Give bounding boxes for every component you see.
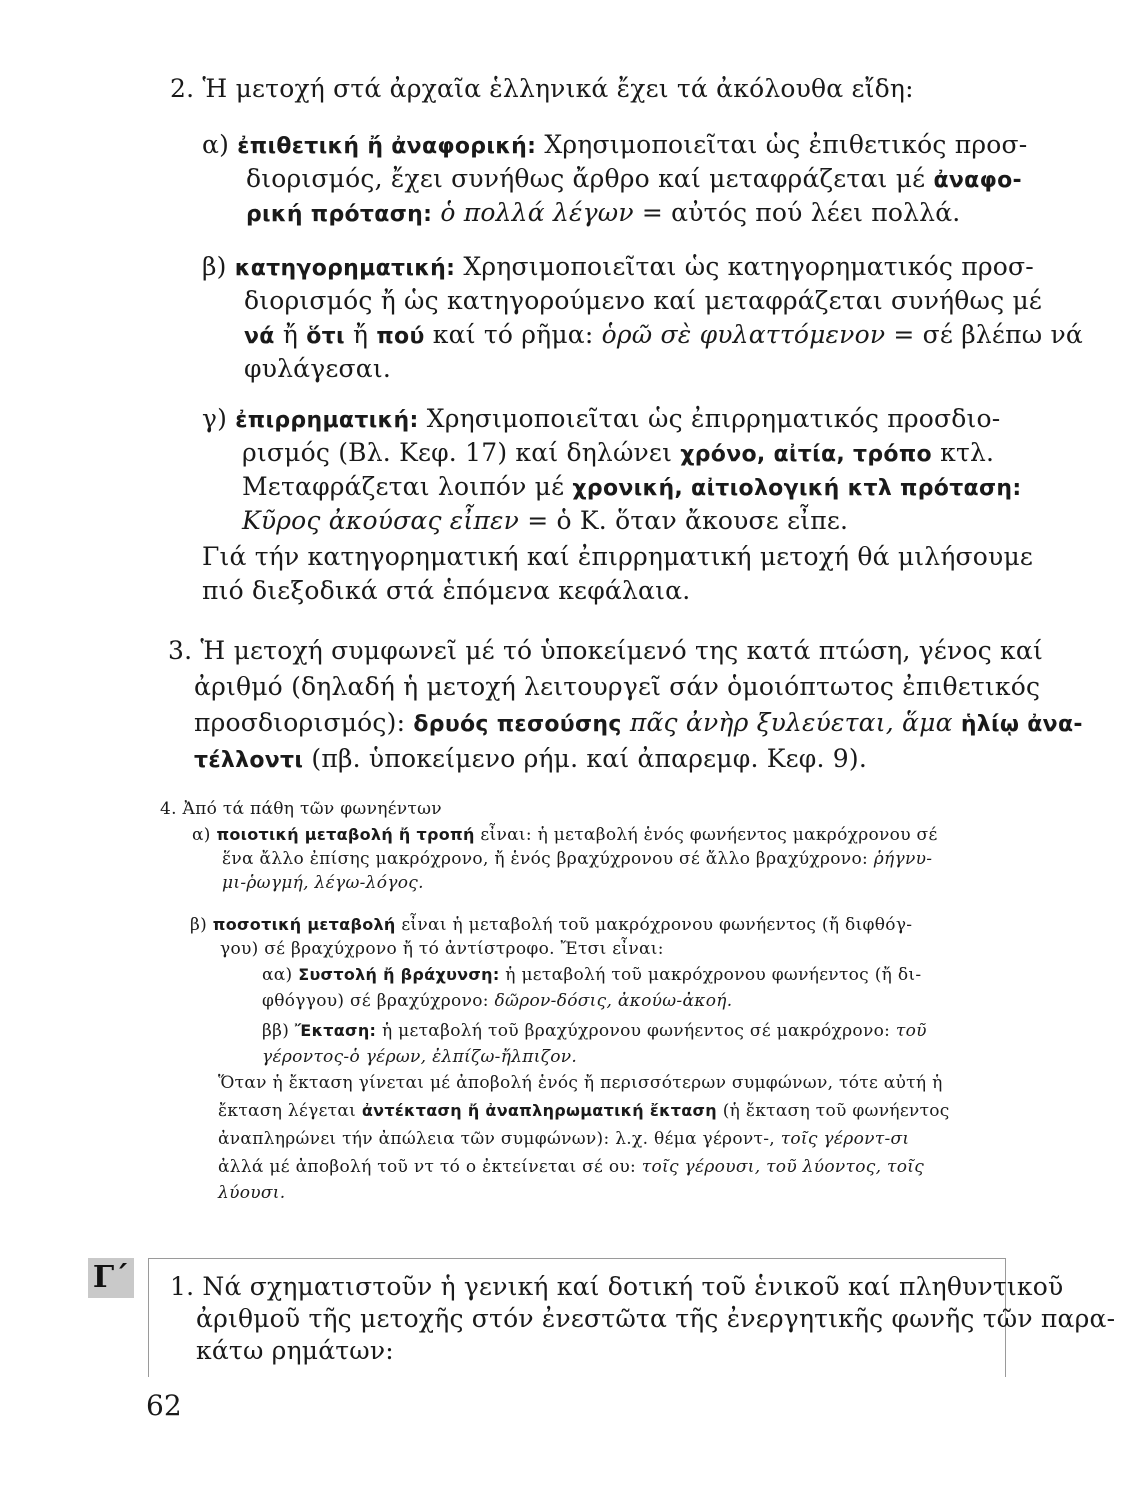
item4-para-line5: λύουσι. [218, 1183, 286, 1203]
item4-para-line3: ἀναπληρώνει τήν ἀπώλεια τῶν συμφώνων): λ.χ. θέμα γέροντ-, τοῖς γέροντ-σι [218, 1129, 910, 1149]
exercise-line1: 1. Νά σχηματιστοῦν ἡ γενική καί δοτική τοῦ ἑνικοῦ καί πληθυντικοῦ [170, 1272, 1064, 1301]
item4-para-line4: ἀλλά μέ ἀποβολή τοῦ ντ τό ο ἐκτείνεται σέ ου: τοῖς γέρουσι, τοῦ λύοντος, τοῖς [218, 1157, 925, 1177]
exercise-line3: κάτω ρημάτων: [196, 1336, 394, 1365]
item4-a-line2: ἕνα ἄλλο ἐπίσης μακρόχρονο, ἤ ἑνός βραχύχρονου σέ ἄλλο βραχύχρονο: ῥήγνυ- [222, 849, 933, 869]
item4-b-aa-line2: φθόγγου) σέ βραχύχρονο: δῶρον-δόσις, ἀκούω-ἀκοή. [262, 991, 733, 1011]
item4-para-line2: ἔκταση λέγεται ἀντέκταση ἤ ἀναπληρωματική ἔκταση (ἡ ἔκταση τοῦ φωνήεντος [218, 1101, 950, 1121]
item2-c-line2: ρισμός (Βλ. Κεφ. 17) καί δηλώνει χρόνο, αἰτία, τρόπο κτλ. [242, 438, 995, 467]
item2-closing-line2: πιό διεξοδικά στά ἑπόμενα κεφάλαια. [202, 576, 691, 605]
item2-closing-line1: Γιά τήν κατηγορηματική καί ἐπιρρηματική μετοχή θά μιλήσουμε [202, 542, 1034, 571]
item4-b-bb-line2: γέροντος-ὁ γέρων, ἐλπίζω-ἤλπιζον. [262, 1047, 578, 1067]
item2-b-line1: β) κατηγορηματική: Χρησιμοποιεῖται ὡς κατηγορηματικός προσ- [202, 252, 1034, 281]
item4-b-bb-line1: ββ) Ἔκταση: ἡ μεταβολή τοῦ βραχύχρονου φωνήεντος σέ μακρόχρονο: τοῦ [262, 1021, 927, 1041]
exercise-line2: ἀριθμοῦ τῆς μετοχῆς στόν ἐνεστῶτα τῆς ἐνεργητικῆς φωνῆς τῶν παρα- [196, 1304, 1116, 1333]
item4-b-line1: β) ποσοτική μεταβολή εἶναι ἡ μεταβολή τοῦ μακρόχρονου φωνήεντος (ἤ διφθόγ- [190, 915, 913, 935]
item4-para-line1: Ὅταν ἡ ἔκταση γίνεται μέ ἀποβολή ἑνός ἤ περισσότερων συμφώνων, τότε αὐτή ἡ [218, 1073, 943, 1093]
item2-intro-line: 2. Ἡ μετοχή στά ἀρχαῖα ἑλληνικά ἔχει τά ἀκόλουθα εἴδη: [170, 74, 914, 103]
item2-b-line2: διορισμός ἤ ὡς κατηγορούμενο καί μεταφράζεται συνήθως μέ [244, 286, 1043, 315]
item4-a-line1: α) ποιοτική μεταβολή ἤ τροπή εἶναι: ἡ μεταβολή ἑνός φωνήεντος μακρόχρονου σέ [192, 825, 938, 845]
item3-line1: 3. Ἡ μετοχή συμφωνεῖ μέ τό ὑποκείμενό της κατά πτώση, γένος καί [168, 636, 1043, 665]
page-number: 62 [146, 1389, 182, 1422]
item2-a-line2: διορισμός, ἔχει συνήθως ἄρθρο καί μεταφράζεται μέ ἀναφο- [246, 164, 1022, 193]
item2-b-line4: φυλάγεσαι. [244, 354, 392, 383]
item2-c-line4: Κῦρος ἀκούσας εἶπεν = ὁ Κ. ὅταν ἄκουσε εἶπε. [242, 506, 849, 535]
term-epithetic: ἐπιθετική ἤ ἀναφορική: [237, 134, 537, 159]
term-adverbial: ἐπιρρηματική: [235, 408, 419, 433]
item4-b-aa-line1: αα) Συστολή ἤ βράχυνση: ἡ μεταβολή τοῦ μακρόχρονου φωνήεντος (ἤ δι- [262, 965, 922, 985]
item2-b-line3: νά ἤ ὅτι ἤ πού καί τό ρῆμα: ὁρῶ σὲ φυλαττόμενον = σέ βλέπω νά [244, 320, 1083, 349]
item2-c-line1: γ) ἐπιρρηματική: Χρησιμοποιεῖται ὡς ἐπιρρηματικός προσδιο- [202, 404, 1001, 433]
item3-line2: ἀριθμό (δηλαδή ἡ μετοχή λειτουργεῖ σάν ὁμοιόπτωτος ἐπιθετικός [194, 672, 1041, 701]
term-predicative: κατηγορηματική: [234, 256, 456, 281]
item3-line3: προσδιορισμός): δρυός πεσούσης πᾶς ἀνὴρ ξυλεύεται, ἅμα ἡλίῳ ἀνα- [194, 708, 1083, 737]
item4-b-line2: γου) σέ βραχύχρονο ἤ τό ἀντίστροφο. Ἔτσι εἶναι: [220, 939, 664, 959]
item2-a-line1: α) ἐπιθετική ἤ ἀναφορική: Χρησιμοποιεῖται ὡς ἐπιθετικός προσ- [202, 130, 1028, 159]
item2-a-line3: ρική πρόταση: ὁ πολλά λέγων = αὐτός πού λέει πολλά. [246, 198, 961, 227]
item4-title: 4. Ἀπό τά πάθη τῶν φωνηέντων [160, 799, 442, 819]
item3-line4: τέλλοντι (πβ. ὑποκείμενο ρήμ. καί ἀπαρεμφ. Κεφ. 9). [194, 744, 867, 773]
item2-c-line3: Μεταφράζεται λοιπόν μέ χρονική, αἰτιολογική κτλ πρόταση: [242, 472, 1022, 501]
section-marker: Γ΄ [88, 1258, 134, 1298]
item4-a-line3: μι-ῥωγμή, λέγω-λόγος. [222, 873, 424, 893]
